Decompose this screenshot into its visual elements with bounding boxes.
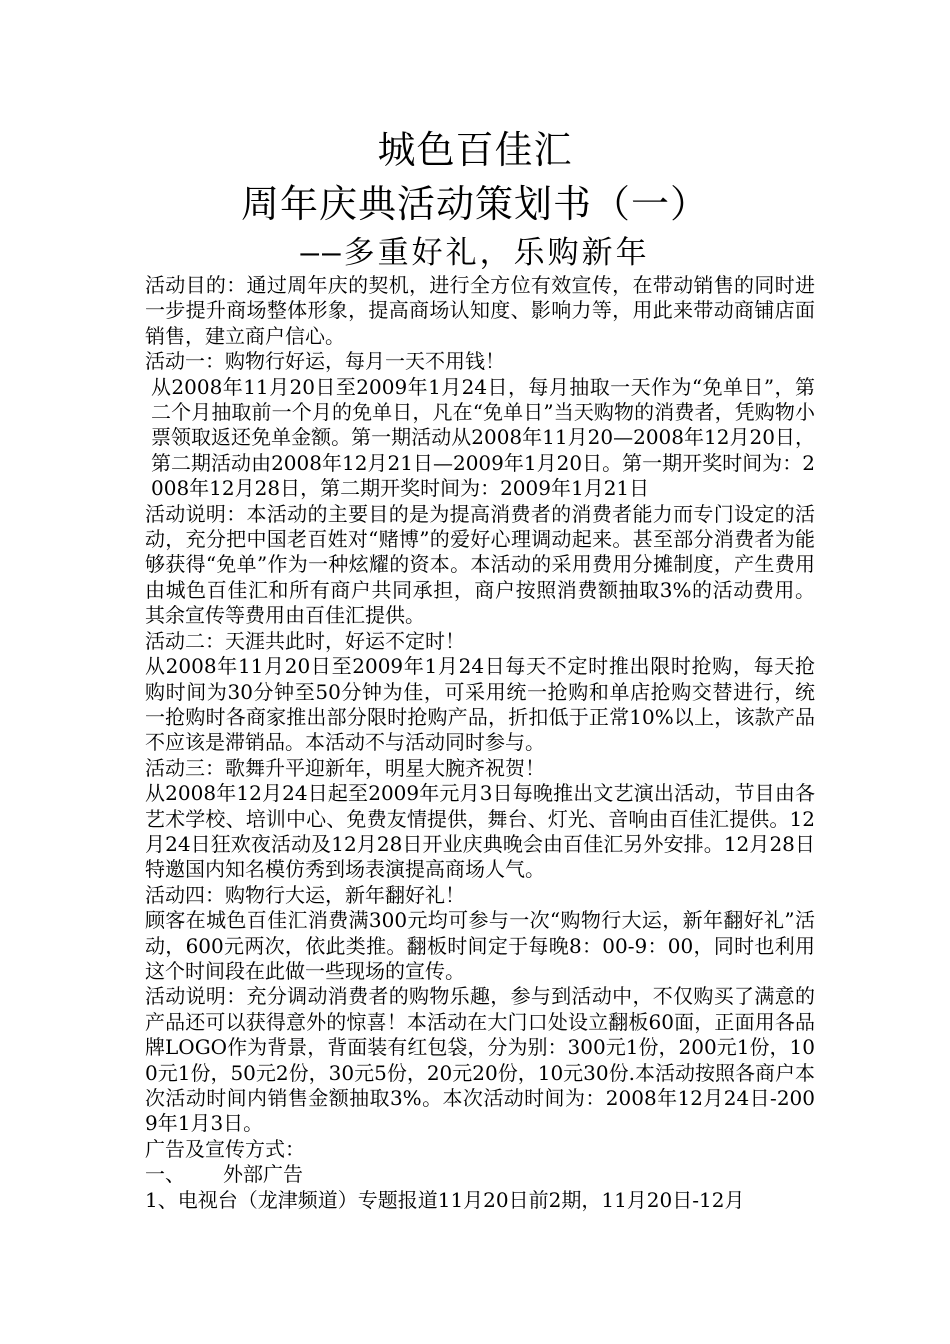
activity2-body: 从2008年11月20日至2009年1月24日每天不定时推出限时抢购，每天抢购时间为30分钟至50分钟为佳，可采用统一抢购和单店抢购交替进行，统一抢购时各商家推出部分限时抢购产品，折扣低于正常10%以上，该款产品不应该是滞销品。本活动不与活动同时参与。 <box>145 654 815 755</box>
activity3-heading: 活动三：歌舞升平迎新年，明星大腕齐祝贺！ <box>145 755 545 780</box>
document-body <box>145 273 815 1213</box>
document-title: 城色百佳汇 <box>377 128 573 172</box>
ad-item-number: 一、 <box>145 1162 185 1187</box>
activity4-body: 顾客在城色百佳汇消费满300元均可参与一次“购物行大运，新年翻好礼”活动，600元两次，依此类推。翻板时间定于每晚8：00-9：00，同时也利用这个时间段在此做一些现场的宣传。 <box>145 908 815 983</box>
activity1-body: 从2008年11月20日至2009年1月24日，每月抽取一天作为“免单日”，第二个月抽取前一个月的免单日，凡在“免单日”当天购物的消费者，凭购物小票领取返还免单金额。第一期活动从2008年11月20—2008年12月20日，第二期活动由2008年12月21日—2009年1月20日。第一期开奖时间为：2008年12月28日，第二期开奖时间为：2009年1月21日 <box>151 374 815 501</box>
ad-item-external <box>145 1162 815 1187</box>
activity4-note: 活动说明：充分调动消费者的购物乐趣，参与到活动中，不仅购买了满意的产品还可以获得意外的惊喜！本活动在大门口处设立翻板60面，正面用各品牌LOGO作为背景，背面装有红包袋，分为别：300元1份，200元1份，100元1份，50元2份，30元5份，20元20份，10元30份.本活动按照各商户本次活动时间内销售金额抽取3%。本次活动时间为：2008年12月24日-2009年1月3日。 <box>145 984 815 1136</box>
activity1-heading: 活动一：购物行好运，每月一天不用钱！ <box>145 349 505 374</box>
ad-heading: 广告及宣传方式： <box>145 1136 305 1161</box>
title-block <box>0 123 950 275</box>
activity3-body: 从2008年12月24日起至2009年元月3日每晚推出文艺演出活动，节目由各艺术学校、培训中心、免费友情提供，舞台、灯光、音响由百佳汇提供。12月24日狂欢夜活动及12月28日开业庆典晚会由百佳汇另外安排。12月28日特邀国内知名模仿秀到场表演提高商场人气。 <box>145 781 815 882</box>
activity4-heading: 活动四：购物行大运，新年翻好礼！ <box>145 882 465 907</box>
document-title-line2: 周年庆典活动策划书（一） <box>240 182 709 226</box>
ad-item-label: 外部广告 <box>223 1162 303 1187</box>
document-subtitle: ——多重好礼，乐购新年 <box>300 235 650 271</box>
activity1-note: 活动说明：本活动的主要目的是为提高消费者的消费者能力而专门设定的活动，充分把中国老百姓对“赌博”的爱好心理调动起来。甚至部分消费者为能够获得“免单”作为一种炫耀的资本。本活动的采用费用分摊制度，产生费用由城色百佳汇和所有商户共同承担，商户按照消费额抽取3%的活动费用。其余宣传等费用由百佳汇提供。 <box>145 501 815 628</box>
ad-item-tv: 1、电视台（龙津频道）专题报道11月20日前2期，11月20日-12月 <box>145 1187 745 1212</box>
activity2-heading: 活动二：天涯共此时，好运不定时！ <box>145 628 465 653</box>
purpose-paragraph: 活动目的：通过周年庆的契机，进行全方位有效宣传，在带动销售的同时进一步提升商场整体形象，提高商场认知度、影响力等，用此来带动商铺店面销售，建立商户信心。 <box>145 273 815 348</box>
